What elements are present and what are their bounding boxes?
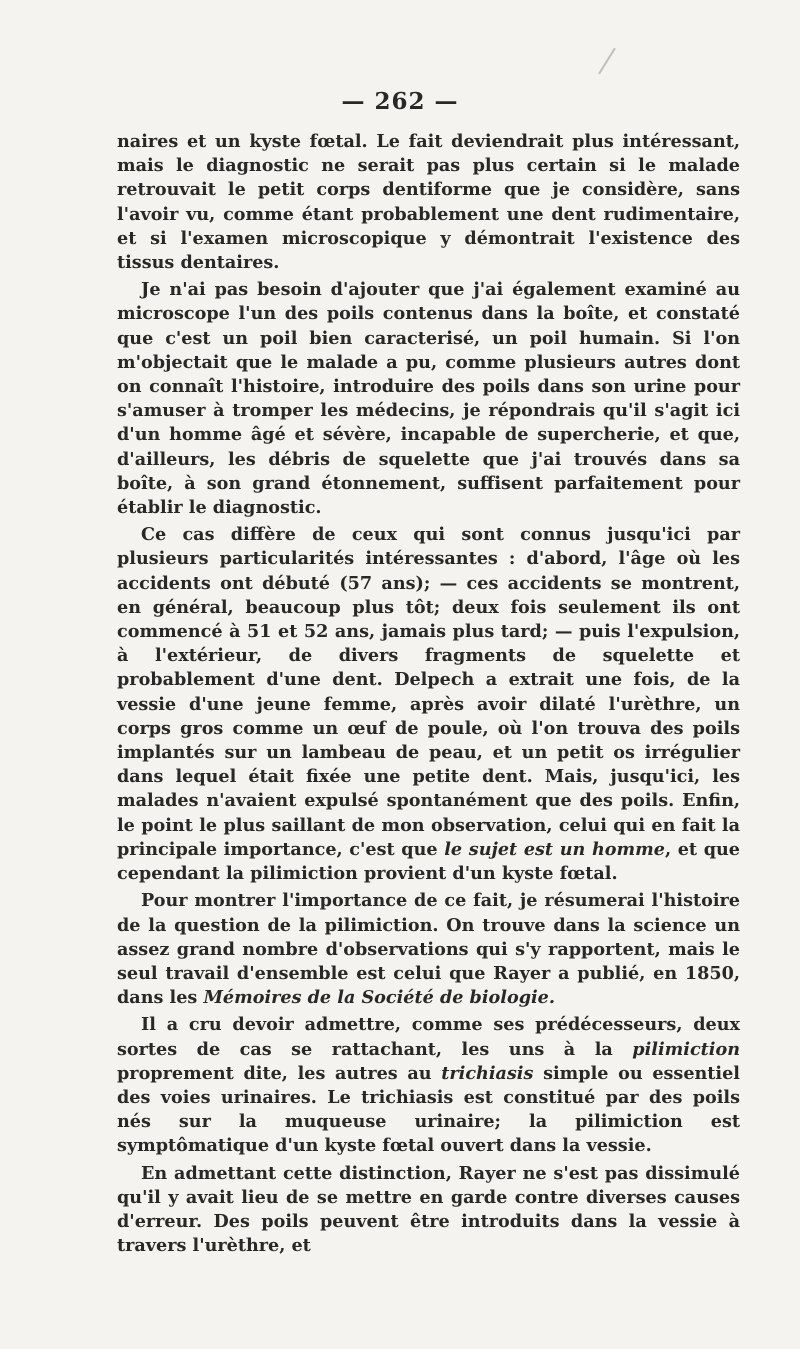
text-span: , et que cependant la pilimiction provient d'un kyste fœtal. <box>117 838 740 885</box>
paragraph <box>117 1013 740 1158</box>
italic-text-span: pilimiction <box>632 1038 740 1060</box>
italic-text-span: Mémoires de la Société de biologie. <box>203 987 556 1009</box>
text-span: Il a cru devoir admettre, comme ses prédécesseurs, deux sortes de cas se rattachant, les uns à la <box>117 1014 740 1060</box>
italic-text-span: trichiasis <box>441 1062 534 1084</box>
pencil-mark <box>598 48 616 75</box>
paragraph <box>117 278 740 520</box>
text-span: naires et un kyste fœtal. Le fait deviendrait plus intéressant, mais le diagnostic ne serait pas plus certain si le malade retrouvait le petit corps dentiforme que je considère, sans l'avoir vu, comme étant probablement une dent rudimentaire, et si l'examen microscopique y démontrait l'existence des tissus dentaires. <box>117 131 740 274</box>
text-span: Je n'ai pas besoin d'ajouter que j'ai également examiné au microscope l'un des poils contenus dans la boîte, et constaté que c'est un poil bien caracterisé, un poil humain. Si l'on m'objectait que le malade a pu, comme plusieurs autres dont on connaît l'histoire, introduire des poils dans son urine pour s'amuser à tromper les médecins, je répondrais qu'il s'agit ici d'un homme âgé et sévère, incapable de supercherie, et que, d'ailleurs, les débris de squelette que j'ai trouvés dans sa boîte, à son grand étonnement, suffisent parfaitement pour établir le diagnostic. <box>117 279 740 519</box>
paragraph <box>117 523 740 886</box>
text-span: Ce cas diffère de ceux qui sont connus jusqu'ici par plusieurs particularités intéressantes : d'abord, l'âge où les accidents ont débuté (57 ans); — ces accidents se montrent, en général, beaucoup plus tôt; deux fois seulement ils ont commencé à 51 et 52 ans, jamais plus tard; — puis l'expulsion, à l'extérieur, de divers fragments de squelette et probablement d'une dent. Delpech a extrait une fois, de la vessie d'une jeune femme, après avoir dilaté l'urèthre, un corps gros comme un œuf de poule, où l'on trouva des poils implantés sur un lambeau de peau, et un petit os irrégulier dans lequel était fixée une petite dent. Mais, jusqu'ici, les malades n'avaient expulsé spontanément que des poils. Enfin, le point le plus saillant de mon observation, celui qui en fait la principale importance, c'est que <box>117 524 740 860</box>
paragraph <box>117 130 740 275</box>
paragraph <box>117 889 740 1010</box>
text-span: En admettant cette distinction, Rayer ne s'est pas dissimulé qu'il y avait lieu de se mettre en garde contre diverses causes d'erreur. Des poils peuvent être introduits dans la vessie à travers l'urèthre, et <box>117 1162 740 1257</box>
page-number: — 262 — <box>341 88 459 115</box>
text-span: simple ou essentiel des voies urinaires. Le trichiasis est constitué par des poils nés sur la muqueuse urinaire; la pilimiction est symptômatique d'un kyste fœtal ouvert dans la vessie. <box>117 1062 740 1157</box>
body-text <box>117 130 740 1261</box>
italic-text-span: le sujet est un homme <box>444 838 665 860</box>
text-span: Pour montrer l'importance de ce fait, je résumerai l'histoire de la question de la pilimiction. On trouve dans la science un assez grand nombre d'observations qui s'y rapportent, mais le seul travail d'ensemble est celui que Rayer a publié, en 1850, dans les <box>117 890 740 1009</box>
paragraph <box>117 1162 740 1259</box>
text-span: proprement dite, les autres au <box>117 1062 442 1084</box>
